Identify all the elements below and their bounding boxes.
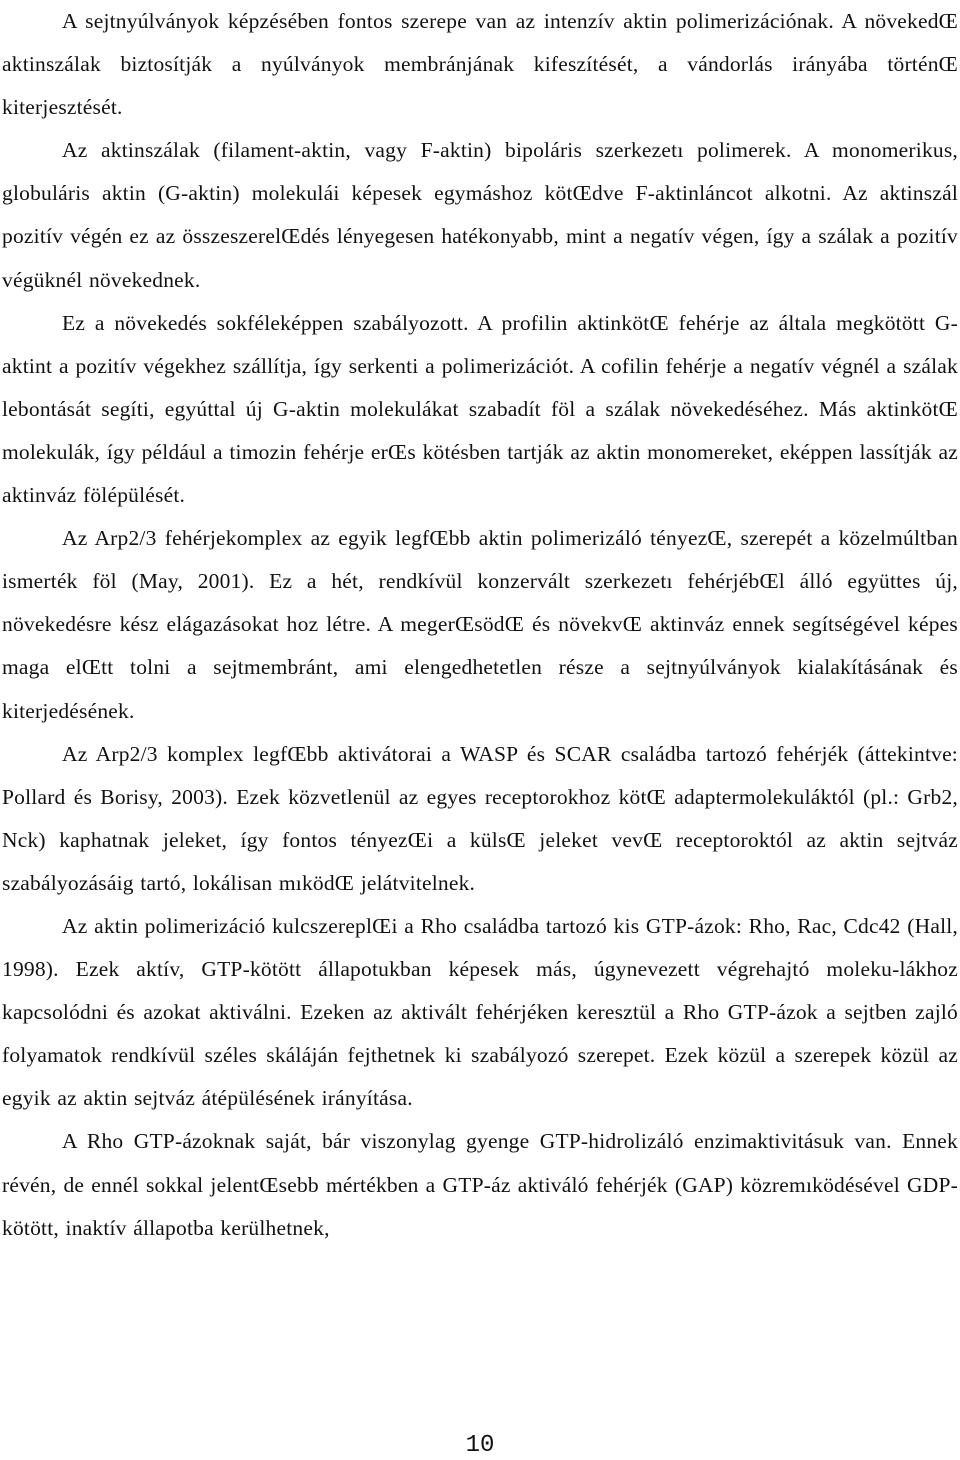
paragraph-7: A Rho GTP-ázoknak saját, bár viszonylag gyenge GTP-hidrolizáló enzimaktivitásuk van. Ennek révén, de ennél sokkal jelentŒsebb mértékben a GTP-áz aktiváló fehérjék (GAP) közremıködésével GDP-kötött, inaktív állapotba kerülhetnek,	[2, 1129, 958, 1240]
paragraph-2: Az aktinszálak (filament-aktin, vagy F-aktin) bipoláris szerkezetı polimerek. A monomerikus, globuláris aktin (G-aktin) molekulái képesek egymáshoz kötŒdve F-aktinláncot alkotni. Az aktinszál pozitív végén ez az összeszerelŒdés lényegesen hatékonyabb, mint a negatív végen, így a szálak a pozitív végüknél növekednek.	[2, 138, 958, 292]
paragraph-4: Az Arp2/3 fehérjekomplex az egyik legfŒbb aktin polimerizáló tényezŒ, szerepét a közelmúltban ismerték föl (May, 2001). Ez a hét, rendkívül konzervált szerkezetı fehérjébŒl álló együttes új, növekedésre kész elágazásokat hoz létre. A megerŒsödŒ és növekvŒ aktinváz ennek segítségével képes maga elŒtt tolni a sejtmembránt, ami elengedhetetlen része a sejtnyúlványok kialakításának és kiterjedésének.	[2, 526, 958, 723]
body-text	[2, 0, 958, 1250]
paragraph-3: Ez a növekedés sokféleképpen szabályozott. A profilin aktinkötŒ fehérje az általa megkötött G-aktint a pozitív végekhez szállítja, így serkenti a polimerizációt. A cofilin fehérje a negatív végnél a szálak lebontását segíti, egyúttal új G-aktin molekulákat szabadít föl a szálak növekedéséhez. Más aktinkötŒ molekulák, így például a timozin fehérje erŒs kötésben tartják az aktin monomereket, eképpen lassítják az aktinváz fölépülését.	[2, 310, 958, 508]
page-number: 10	[465, 1432, 495, 1459]
paragraph-6: Az aktin polimerizáció kulcszereplŒi a Rho családba tartozó kis GTP-ázok: Rho, Rac, Cdc42 (Hall, 1998). Ezek aktív, GTP-kötött állapotukban képesek más, úgynevezett végrehajtó moleku-lákhoz kapcsolódni és azokat aktiválni. Ezeken az aktivált fehérjéken keresztül a Rho GTP-ázok a sejtben zajló folyamatok rendkívül széles skáláján fejthetnek ki szabályozó szerepet. Ezek közül a szerepek közül az egyik az aktin sejtváz átépülésének irányítása.	[2, 913, 958, 1111]
paragraph-1: A sejtnyúlványok képzésében fontos szerepe van az intenzív aktin polimerizációnak. A növekedŒ aktinszálak biztosítják a nyúlványok membránjának kifeszítését, a vándorlás irányába történŒ kiterjesztését.	[2, 9, 958, 120]
paragraph-5: Az Arp2/3 komplex legfŒbb aktivátorai a WASP és SCAR családba tartozó fehérjék (áttekintve: Pollard és Borisy, 2003). Ezek közvetlenül az egyes receptorokhoz kötŒ adaptermolekuláktól (pl.: Grb2, Nck) kaphatnak jeleket, így fontos tényezŒi a külsŒ jeleket vevŒ receptoroktól az aktin sejtváz szabályozásáig tartó, lokálisan mıködŒ jelátvitelnek.	[2, 741, 958, 895]
